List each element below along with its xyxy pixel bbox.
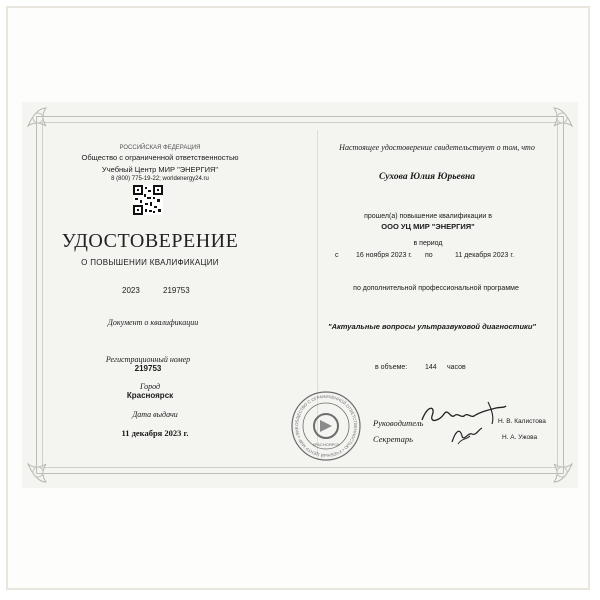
to-date: 11 декабря 2023 г. <box>455 252 515 259</box>
from-date: 16 ноября 2023 г. <box>356 252 412 259</box>
passed-line2: ООО УЦ МИР "ЭНЕРГИЯ" <box>381 222 475 231</box>
hours-unit: часов <box>447 364 466 371</box>
reg-number: 219753 <box>134 364 162 373</box>
issue-date-label: Дата выдачи <box>132 410 178 419</box>
from-label: с <box>335 252 339 259</box>
passed-line1: прошел(а) повышение квалификации в <box>364 213 492 220</box>
issue-date: 11 декабря 2023 г. <box>121 428 189 438</box>
holder-name: Сухова Юлия Юрьевна <box>378 172 476 182</box>
city-value: Красноярск <box>126 391 174 400</box>
org-name-line2: Учебный Центр МИР "ЭНЕРГИЯ" <box>101 165 219 174</box>
reg-number-label: Регистрационный номер <box>105 355 191 364</box>
country-label: РОССИЙСКАЯ ФЕДЕРАЦИЯ <box>119 145 201 151</box>
organization-seal <box>290 390 362 462</box>
ornament-corner-tr <box>534 106 574 146</box>
document-number: 219753 <box>163 286 190 295</box>
hours-value: 144 <box>425 364 437 371</box>
ornament-corner-tl <box>26 106 66 146</box>
org-name-line1: Общество с ограниченной ответственностью <box>81 153 239 162</box>
document-subtitle: О ПОВЫШЕНИИ КВАЛИФИКАЦИИ <box>81 258 219 267</box>
program-name: "Актуальные вопросы ультразвуковой диагностики" <box>328 322 536 331</box>
secretary-label: Секретарь <box>373 434 413 444</box>
document-title: УДОСТОВЕРЕНИЕ <box>61 230 239 252</box>
head-name: Н. В. Калистова <box>498 418 546 425</box>
qr-code-icon <box>133 185 163 215</box>
seal-ring-text: ОБЩЕСТВО С ОГРАНИЧЕННОЙ ОТВЕТСТВЕННОСТЬЮ • УЧЕБНЫЙ ЦЕНТР МИР «ЭНЕ <box>293 393 359 459</box>
intro-text: Настоящее удостоверение свидетельствует о том, что <box>339 143 535 152</box>
seal-bottom-text: КРАСНОЯРСК <box>312 442 340 447</box>
city-label: Город <box>139 382 161 391</box>
head-label: Руководитель <box>373 418 424 428</box>
to-label: по <box>425 252 433 259</box>
secretary-name: Н. А. Ужова <box>502 434 538 441</box>
series-number: 2023 <box>122 286 140 295</box>
period-label: в период <box>413 240 443 247</box>
secretary-signature <box>448 424 484 446</box>
volume-label: в объеме: <box>375 364 408 371</box>
ornament-corner-br <box>534 444 574 484</box>
doc-type-label: Документ о квалификации <box>107 318 199 327</box>
program-label: по дополнительной профессиональной программе <box>353 285 519 292</box>
ornament-corner-bl <box>26 444 66 484</box>
org-contacts: 8 (800) 775-19-22; worldenergy24.ru <box>111 176 209 182</box>
